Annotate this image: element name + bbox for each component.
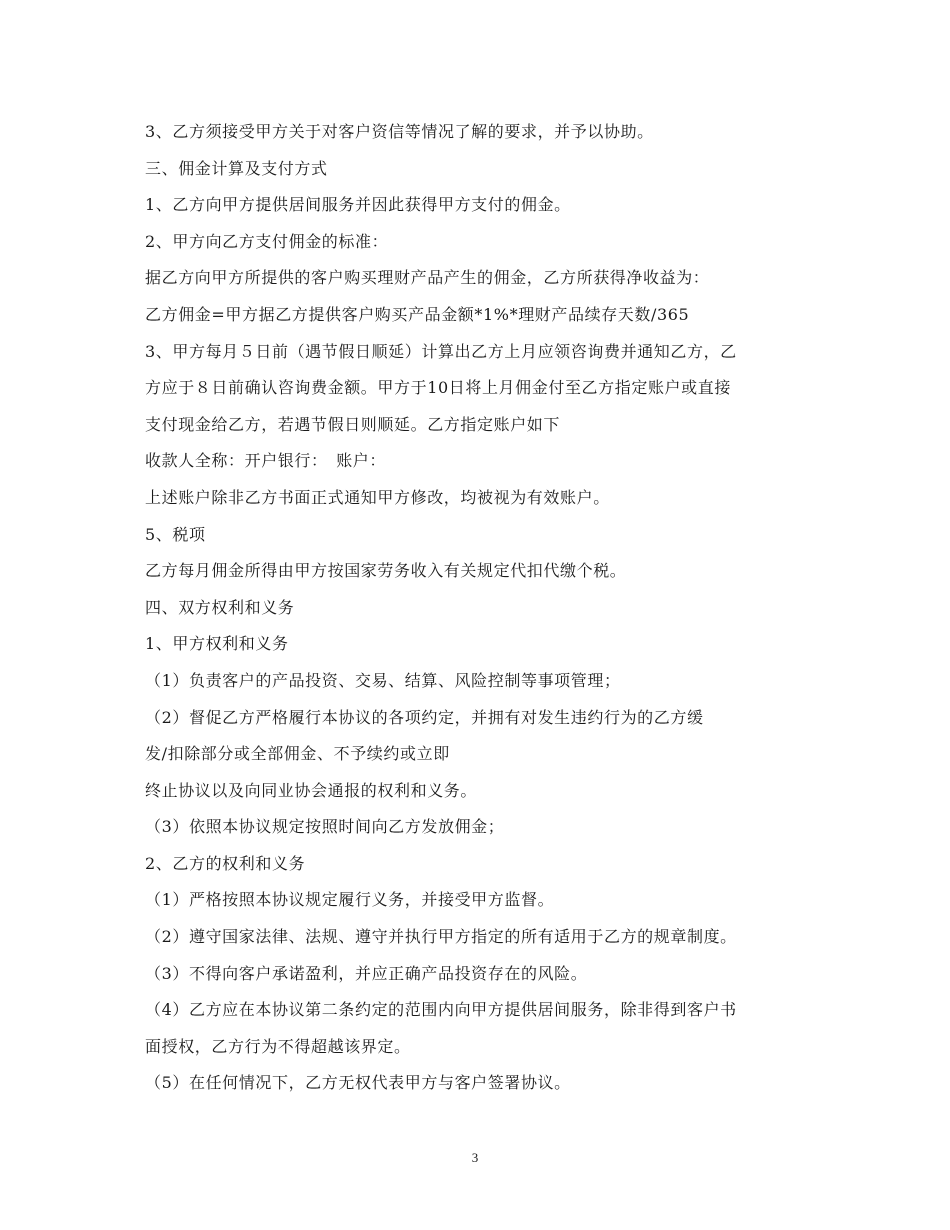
formula-line: 乙方佣金=甲方据乙方提供客户购买产品金额*1%*理财产品续存天数/365 xyxy=(145,304,690,324)
text-line: 发/扣除部分或全部佣金、不予续约或立即 xyxy=(145,744,450,764)
text-line: 终止协议以及向同业协会通报的权利和义务。 xyxy=(145,780,478,800)
text-line: 面授权，乙方行为不得超越该界定。 xyxy=(145,1036,411,1056)
text-line: 支付现金给乙方，若遇节假日则顺延。乙方指定账户如下 xyxy=(145,414,561,434)
text-line: 方应于８日前确认咨询费金额。甲方于10日将上月佣金付至乙方指定账户或直接 xyxy=(145,378,731,398)
text-line: 2、乙方的权利和义务 xyxy=(145,853,306,873)
text-line: （4）乙方应在本协议第二条约定的范围内向甲方提供居间服务，除非得到客户书 xyxy=(145,1000,737,1020)
text-line: （3）不得向客户承诺盈利，并应正确产品投资存在的风险。 xyxy=(145,963,588,983)
text-line: （2）遵守国家法律、法规、遵守并执行甲方指定的所有适用于乙方的规章制度。 xyxy=(145,927,737,947)
text-line: （2）督促乙方严格履行本协议的各项约定，并拥有对发生违约行为的乙方缓 xyxy=(145,707,704,727)
text-line: 上述账户除非乙方书面正式通知甲方修改，均被视为有效账户。 xyxy=(145,487,610,507)
account-info-line: 收款人全称：开户银行： 账户： xyxy=(145,451,387,471)
text-line: 乙方每月佣金所得由甲方按国家劳务收入有关规定代扣代缴个税。 xyxy=(145,561,627,581)
section-heading: 四、双方权利和义务 xyxy=(145,597,295,617)
text-line: 1、甲方权利和义务 xyxy=(145,634,289,654)
text-line: 3、乙方须接受甲方关于对客户资信等情况了解的要求，并予以协助。 xyxy=(145,122,654,141)
text-line: （1）负责客户的产品投资、交易、结算、风险控制等事项管理； xyxy=(145,670,621,690)
text-line: 5、税项 xyxy=(145,524,206,544)
text-line: 1、乙方向甲方提供居间服务并因此获得甲方支付的佣金。 xyxy=(145,195,571,215)
text-line: 据乙方向甲方所提供的客户购买理财产品产生的佣金，乙方所获得净收益为： xyxy=(145,268,710,288)
text-line: （5）在任何情况下，乙方无权代表甲方与客户签署协议。 xyxy=(145,1073,571,1093)
document-body xyxy=(145,114,825,1102)
text-line: 2、甲方向乙方支付佣金的标准： xyxy=(145,231,389,251)
page-number: 3 xyxy=(471,1150,479,1165)
text-line: （1）严格按照本协议规定履行义务，并接受甲方监督。 xyxy=(145,890,555,910)
text-line: 3、甲方每月５日前（遇节假日顺延）计算出乙方上月应领咨询费并通知乙方，乙 xyxy=(145,341,737,361)
section-heading: 三、佣金计算及支付方式 xyxy=(145,158,328,178)
text-line: （3）依照本协议规定按照时间向乙方发放佣金； xyxy=(145,817,505,837)
